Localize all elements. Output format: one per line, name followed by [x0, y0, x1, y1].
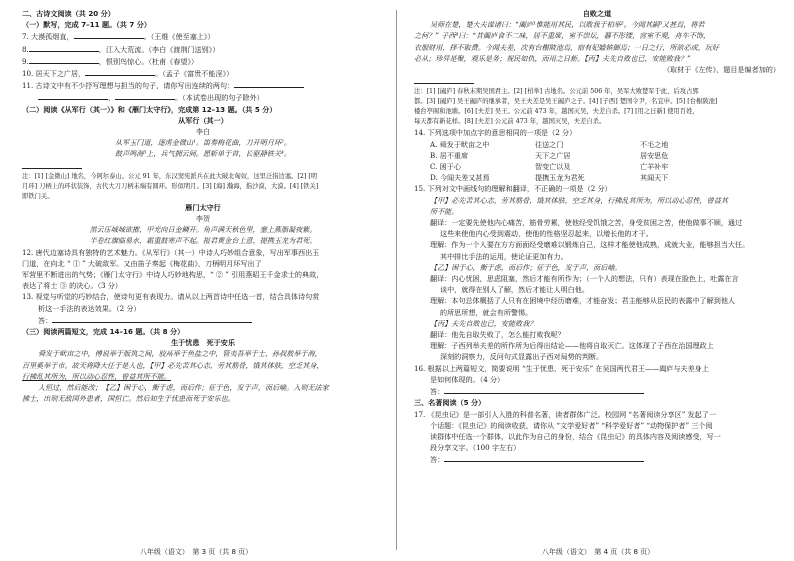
page-footer-left: 八年级（语文） 第 3 页（共 8 页） — [139, 548, 253, 556]
section2-title: 二、古诗文阅读（共 20 分） — [22, 9, 115, 18]
question-14: 14. 下列选项中加点字的意思相同的一项是（2 分） — [414, 128, 577, 138]
column-divider — [396, 10, 397, 550]
q15-jia-2: 所不能。 — [430, 206, 459, 216]
section3-title: 三、名著阅读（5 分） — [414, 398, 486, 408]
poem1-note-1: 注：[1] [金微山] 地名，今阿尔泰山。公元 91 年，东汉窦宪派兵在此大破北匈奴，这里泛指边塞。[2] [明 — [22, 172, 318, 180]
question-7: 7. 大漠孤烟直， 。（王维《使至塞上》） — [22, 32, 215, 42]
essay2-line-2: 之何？” 子西⁴曰：“昔阖庐食不二味，居不重席，室不崇坛，器不彤镂，宫室不观，舟车不饰， — [414, 31, 711, 41]
poem1-note-2: 月环] 刀柄上的环状装饰，古代大刀刀柄末端有圆环。形似明月。[3] [海] 瀚海，指沙漠，大漠。[4] [铁关] — [22, 182, 319, 190]
answer-13: 答： — [22, 314, 384, 326]
q14-option-c: C. 困于心 智变亡以及 亡羊补牢 — [430, 162, 669, 172]
poem1-author: 李白 — [195, 127, 211, 137]
page-3 — [0, 0, 392, 561]
poem1-note-3: 即铁门关。 — [22, 192, 54, 200]
page-footer-right: 八年级（语文） 第 4 页（共 8 页） — [541, 548, 655, 556]
question-17: 17. 《昆虫记》是一部引人入胜的科普名著，读者群体广泛。校园网 “名著阅读分享区” 发起了一 — [414, 409, 716, 419]
question-15: 15. 下列对文中画线句的理解和翻译，不正确的一项是（2 分） — [414, 184, 612, 194]
question-17-b: 个话题：《昆虫记》的阅读收获，请你从 “文学爱好者” “科学爱好者” “动物保护者” 三个阅 — [430, 420, 713, 430]
poem1-line-2: 鼓声鸣海³上，兵气拥云间。愿斩单于首，长驱静铁关⁴。 — [115, 149, 291, 159]
q14-option-a: A. 舜发于畎亩之中 往送之门 不毛之地 — [430, 139, 669, 149]
question-17-c: 读群体中任选一个群体，以此作为自己的身份，结合《昆虫记》的具体内容及阅读感受，写一 — [430, 431, 721, 441]
q15-bing-trans-2: 理解：子西列举夫差的所作所为后得出结论——他将自取灭亡。这体现了子西在治国理政上 — [430, 341, 714, 351]
essay2-source: （取材于《左传》，题目是编者加的） — [662, 65, 780, 75]
q15-jia-trans-2: 这些来使他内心受到震动，使他的性格坚忍起来，以增长他的才干。 — [440, 229, 653, 239]
question-17-d: 段分享文字。（100 字左右） — [430, 443, 521, 453]
essay2-line-1: 吴师在楚，楚大夫谋诸曰：“阖庐¹惟能用其民，以败我于柏举²。今闻其嗣³又甚焉，将若 — [430, 20, 705, 30]
essay2-line-3: 衣服财用，择不取费。今闻夫差，次有台榭陂池焉，宿有妃嫱嫔御焉；一日之行，所欲必成，玩好 — [414, 42, 720, 52]
q14-option-b: B. 居不重席 天下之广居 居安思危 — [430, 150, 669, 160]
poem2-author: 李贺 — [195, 214, 211, 224]
essay2-title: 自败之道 — [582, 9, 612, 18]
question-11-cont: ， 。（本试卷出现的句子除外） — [22, 91, 384, 103]
essay1-line-4: 人恒过，然后能改；【乙】困于心，衡于虑，而后作；征于色，发于声，而后喻。入则无法家 — [38, 383, 329, 393]
question-8: 8. ，江入大荒流。（李白《渡荆门送别》） — [22, 44, 220, 54]
question-16: 16. 根据以上两篇短文，简要说明 “生于忧患，死于安乐” 在吴国两代君王——阖庐与夫差身上 — [414, 363, 709, 373]
page-4 — [402, 0, 794, 561]
question-9: 9. ，恨别鸟惊心。（杜甫《春望》） — [22, 56, 199, 66]
essay1-line-5: 拂士，出则无敌国外患者，国恒亡。然后知生于忧患而死于安乐也。 — [22, 394, 235, 404]
question-12-b: 门道，在向北 “ ① ” 大破敌军。又由笛子奏起《梅花曲》，刀柄明月环写出了 — [22, 258, 262, 268]
note-rule — [22, 160, 384, 172]
essay1-title: 生于忧患 死于安乐 — [171, 338, 235, 348]
q15-bing-trans-1: 翻译：他先自取失败了，怎么能打败我呢？ — [430, 330, 565, 340]
q15-jia-trans-1: 翻译：一定要先使他内心痛苦，筋骨劳累，使他经受饥饿之苦，身受贫困之苦，使他做事不顺，通过 — [430, 218, 743, 228]
essay2-note-3: 楼台亭阁和池塘。[6] [夫差] 吴王。公元前 473 年，越国灭吴，夫差自杀。[7] [用之日新] 使用百姓， — [414, 108, 699, 116]
poem2-line-2: 半卷红旗临易水，霜重鼓寒声不起。报君黄金台上意，提携玉龙为君死。 — [89, 236, 317, 246]
question-13: 13. 视觉与听觉的巧妙结合，使诗句更有表现力。请从以上两首诗中任选一首，结合具体诗句赏 — [22, 292, 320, 302]
poem1-line-1: 从军玉门道，逐虏金微山¹。笛奏梅花曲，刀开明月环²。 — [115, 138, 291, 148]
part2-title: （二）阅读《从军行（其一）》和《雁门太守行》，完成第 12–13 题。（共 5 分） — [22, 104, 277, 114]
question-10: 10. 居天下之广居， 。（孟子《富贵不能淫》） — [22, 69, 234, 79]
essay1-line-2: 百里奚举于市。故天将降大任于是人也，【甲】必先苦其心志，劳其筋骨，饿其体肤，空乏其身， — [22, 360, 324, 370]
poem2-title: 雁门太守行 — [185, 202, 221, 212]
question-11: 11. 古诗文中有不少抒写理想与担当的句子，请你写出连续的两句： — [22, 79, 384, 91]
essay2-note-2: 都。[3] [阖庐] 吴王阖庐的继承者，吴王夫差是吴王阖庐之子。[4] [子西] 楚国令尹，名宜申。[5] [台榭陂池] — [414, 98, 718, 106]
essay1-line-3: 行拂乱其所为，所以动心忍性，曾益其所不能。 — [22, 371, 171, 381]
question-12: 12. 唐代边塞诗具有独特的艺术魅力。《从军行》（其一）中诗人巧妙组合意象，写出军事西出玉 — [22, 247, 320, 257]
q15-jia-trans-3: 理解：作为一个人要在方方面面经受磨难以锻炼自己，这样才能使他成熟，成就大业，能够担当大任。 — [430, 240, 750, 250]
answer-17: 答： — [414, 453, 780, 465]
essay1-line-1: 舜发于畎亩之中，傅说举于版筑之间，胶鬲举于鱼盐之中，管夷吾举于士，孙叔敖举于海， — [38, 349, 322, 359]
q15-yi-trans-2: 谈中，就得在别人了解，然后才能让人明白他。 — [440, 285, 589, 295]
essay2-note-4: 每天都有新花样。[8] [夫差] 公元前 473 年，越国灭吴，夫差自杀。 — [414, 118, 606, 126]
q15-yi-trans-4: 的所思所想，就会有所警惕。 — [440, 307, 533, 317]
essay2-note-1: 注：[1] [阖庐] 春秋末期吴国君主。[2] [柏举] 古地名。公元前 506 年，吴军大败楚军于此，后攻占郢 — [414, 88, 699, 96]
poem1-title: 从军行（其一） — [178, 115, 228, 125]
poem2-line-1: 黑云压城城欲摧，甲光向日金鳞开。角声满天秋色里，塞上燕脂凝夜紫。 — [89, 225, 317, 235]
question-12-c: 军营里不断进出的气势；《雁门太守行》中诗人巧妙地构思，“ ② ” 引用燕昭王千金求士的典故， — [22, 270, 324, 280]
part3-title: （三）阅读两篇短文，完成 14–16 题。（共 8 分） — [22, 327, 185, 337]
q15-bing: 【丙】夫先自败也已，安能败我？ — [430, 318, 537, 328]
q14-option-d: D. 今闻夫差又甚焉 提携玉龙为君死 其闻天下 — [430, 173, 669, 183]
q15-jia-trans-4: 其中排比手法的运用，使论证更加有力。 — [440, 251, 568, 261]
q15-yi: 【乙】困于心，衡于虑，而后作；征于色，发于声，而后喻。 — [430, 262, 622, 272]
part1-title: （一）默写，完成 7–11 题。（共 7 分） — [22, 20, 151, 30]
q15-yi-trans-1: 翻译：内心忧困，思虑阻塞，然后才能有所作为；（一个人的想法，只有）表现在脸色上，吐露在言 — [430, 274, 739, 284]
q15-yi-trans-3: 理解：本句总体概括了人只有在困境中经历磨难，才能奋发；君主能够从臣民的表露中了解到他人 — [430, 296, 736, 306]
question-13-b: 析这一手法的表达效果。（2 分） — [38, 303, 141, 313]
note-rule-2 — [414, 75, 780, 87]
q15-jia: 【甲】必先苦其心志，劳其筋骨，饿其体肤，空乏其身，行拂乱其所为，所以动心忍性，曾益其 — [430, 195, 728, 205]
question-16-b: 是如何体现的。（4 分） — [430, 374, 505, 384]
q15-bing-trans-3: 深刻的洞察力，反问句式显露出子西对局势的判断。 — [440, 352, 604, 362]
essay2-line-4: 必从；珍异是聚，观乐是务；视民如仇，而用之日新。【丙】夫先自败也已，安能败我？” — [414, 53, 691, 63]
question-12-d: 表达了将士 ③ 的决心。（3 分） — [22, 281, 122, 291]
answer-16: 答： — [414, 385, 780, 397]
